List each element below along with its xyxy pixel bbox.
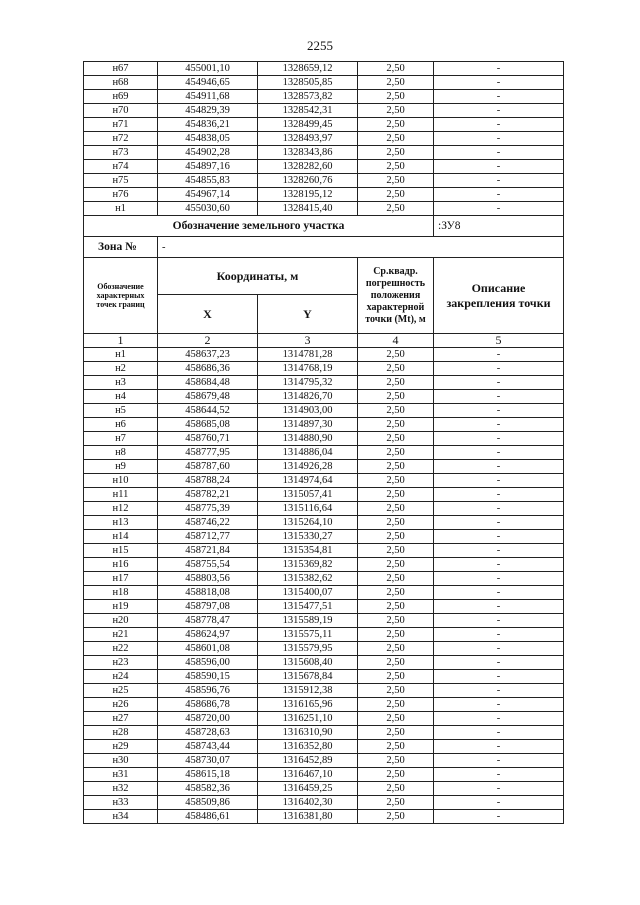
accuracy-cell: 2,50 bbox=[358, 712, 434, 726]
parcel-section bbox=[84, 216, 564, 348]
point-id-cell: н11 bbox=[84, 488, 158, 502]
table-row bbox=[84, 698, 564, 712]
description-cell: - bbox=[434, 174, 564, 188]
x-coordinate-cell: 458818,08 bbox=[158, 586, 258, 600]
point-id-cell: н22 bbox=[84, 642, 158, 656]
description-cell: - bbox=[434, 768, 564, 782]
accuracy-cell: 2,50 bbox=[358, 698, 434, 712]
accuracy-cell: 2,50 bbox=[358, 188, 434, 202]
point-id-cell: н69 bbox=[84, 90, 158, 104]
description-cell: - bbox=[434, 586, 564, 600]
table-row bbox=[84, 684, 564, 698]
header-point-designation: Обозначение характерных точек границ bbox=[84, 258, 158, 334]
x-coordinate-cell: 458720,00 bbox=[158, 712, 258, 726]
x-coordinate-cell: 458637,23 bbox=[158, 348, 258, 362]
x-coordinate-cell: 458721,84 bbox=[158, 544, 258, 558]
x-coordinate-cell: 455001,10 bbox=[158, 62, 258, 76]
x-coordinate-cell: 458596,00 bbox=[158, 656, 258, 670]
y-coordinate-cell: 1315057,41 bbox=[258, 488, 358, 502]
header-x: X bbox=[158, 295, 258, 334]
point-id-cell: н20 bbox=[84, 614, 158, 628]
description-cell: - bbox=[434, 502, 564, 516]
x-coordinate-cell: 458486,61 bbox=[158, 810, 258, 824]
x-coordinate-cell: 458760,71 bbox=[158, 432, 258, 446]
y-coordinate-cell: 1316352,80 bbox=[258, 740, 358, 754]
accuracy-cell: 2,50 bbox=[358, 810, 434, 824]
y-coordinate-cell: 1328505,85 bbox=[258, 76, 358, 90]
header-description: Описание закрепления точки bbox=[434, 258, 564, 334]
table-row bbox=[84, 642, 564, 656]
description-cell: - bbox=[434, 348, 564, 362]
header-number: 3 bbox=[258, 334, 358, 348]
point-id-cell: н28 bbox=[84, 726, 158, 740]
accuracy-cell: 2,50 bbox=[358, 432, 434, 446]
accuracy-cell: 2,50 bbox=[358, 754, 434, 768]
point-id-cell: н26 bbox=[84, 698, 158, 712]
description-cell: - bbox=[434, 544, 564, 558]
description-cell: - bbox=[434, 628, 564, 642]
table-row bbox=[84, 502, 564, 516]
parcel-label: Обозначение земельного участка bbox=[84, 216, 434, 237]
x-coordinate-cell: 454946,65 bbox=[158, 76, 258, 90]
accuracy-cell: 2,50 bbox=[358, 118, 434, 132]
point-id-cell: н17 bbox=[84, 572, 158, 586]
table-row bbox=[84, 558, 564, 572]
x-coordinate-cell: 458778,47 bbox=[158, 614, 258, 628]
page-number: 2255 bbox=[307, 38, 333, 53]
y-coordinate-cell: 1315608,40 bbox=[258, 656, 358, 670]
point-id-cell: н72 bbox=[84, 132, 158, 146]
accuracy-cell: 2,50 bbox=[358, 418, 434, 432]
x-coordinate-cell: 454855,83 bbox=[158, 174, 258, 188]
accuracy-cell: 2,50 bbox=[358, 390, 434, 404]
point-id-cell: н6 bbox=[84, 418, 158, 432]
description-cell: - bbox=[434, 146, 564, 160]
x-coordinate-cell: 454829,39 bbox=[158, 104, 258, 118]
x-coordinate-cell: 458686,78 bbox=[158, 698, 258, 712]
accuracy-cell: 2,50 bbox=[358, 726, 434, 740]
description-cell: - bbox=[434, 460, 564, 474]
point-id-cell: н16 bbox=[84, 558, 158, 572]
table-row bbox=[84, 376, 564, 390]
accuracy-cell: 2,50 bbox=[358, 174, 434, 188]
point-id-cell: н32 bbox=[84, 782, 158, 796]
point-id-cell: н1 bbox=[84, 202, 158, 216]
accuracy-cell: 2,50 bbox=[358, 362, 434, 376]
y-coordinate-cell: 1328195,12 bbox=[258, 188, 358, 202]
description-cell: - bbox=[434, 404, 564, 418]
description-cell: - bbox=[434, 726, 564, 740]
x-coordinate-cell: 454897,16 bbox=[158, 160, 258, 174]
accuracy-cell: 2,50 bbox=[358, 600, 434, 614]
y-coordinate-cell: 1328415,40 bbox=[258, 202, 358, 216]
x-coordinate-cell: 458782,21 bbox=[158, 488, 258, 502]
accuracy-cell: 2,50 bbox=[358, 516, 434, 530]
description-cell: - bbox=[434, 132, 564, 146]
description-cell: - bbox=[434, 558, 564, 572]
description-cell: - bbox=[434, 432, 564, 446]
x-coordinate-cell: 458746,22 bbox=[158, 516, 258, 530]
point-id-cell: н74 bbox=[84, 160, 158, 174]
point-id-cell: н30 bbox=[84, 754, 158, 768]
table-row bbox=[84, 188, 564, 202]
table-row bbox=[84, 614, 564, 628]
y-coordinate-cell: 1316310,90 bbox=[258, 726, 358, 740]
accuracy-cell: 2,50 bbox=[358, 684, 434, 698]
table-row bbox=[84, 656, 564, 670]
x-coordinate-cell: 458777,95 bbox=[158, 446, 258, 460]
y-coordinate-cell: 1328260,76 bbox=[258, 174, 358, 188]
y-coordinate-cell: 1328282,60 bbox=[258, 160, 358, 174]
description-cell: - bbox=[434, 376, 564, 390]
table-row bbox=[84, 544, 564, 558]
description-cell: - bbox=[434, 796, 564, 810]
header-y: Y bbox=[258, 295, 358, 334]
accuracy-cell: 2,50 bbox=[358, 460, 434, 474]
point-id-cell: н73 bbox=[84, 146, 158, 160]
point-id-cell: н75 bbox=[84, 174, 158, 188]
x-coordinate-cell: 454911,68 bbox=[158, 90, 258, 104]
point-id-cell: н4 bbox=[84, 390, 158, 404]
y-coordinate-cell: 1316402,30 bbox=[258, 796, 358, 810]
x-coordinate-cell: 458624,97 bbox=[158, 628, 258, 642]
y-coordinate-cell: 1314903,00 bbox=[258, 404, 358, 418]
y-coordinate-cell: 1315354,81 bbox=[258, 544, 358, 558]
point-id-cell: н3 bbox=[84, 376, 158, 390]
table-row bbox=[84, 782, 564, 796]
zone-label: Зона № bbox=[84, 237, 158, 258]
y-coordinate-cell: 1314826,70 bbox=[258, 390, 358, 404]
point-id-cell: н23 bbox=[84, 656, 158, 670]
description-cell: - bbox=[434, 530, 564, 544]
x-coordinate-cell: 458601,08 bbox=[158, 642, 258, 656]
accuracy-cell: 2,50 bbox=[358, 160, 434, 174]
zone-row bbox=[84, 237, 564, 258]
x-coordinate-cell: 458803,56 bbox=[158, 572, 258, 586]
table-row bbox=[84, 768, 564, 782]
x-coordinate-cell: 458615,18 bbox=[158, 768, 258, 782]
table-row bbox=[84, 404, 564, 418]
point-id-cell: н21 bbox=[84, 628, 158, 642]
description-cell: - bbox=[434, 698, 564, 712]
header-number: 5 bbox=[434, 334, 564, 348]
description-cell: - bbox=[434, 516, 564, 530]
accuracy-cell: 2,50 bbox=[358, 628, 434, 642]
description-cell: - bbox=[434, 754, 564, 768]
table-row bbox=[84, 118, 564, 132]
description-cell: - bbox=[434, 614, 564, 628]
point-id-cell: н19 bbox=[84, 600, 158, 614]
y-coordinate-cell: 1328493,97 bbox=[258, 132, 358, 146]
table-row bbox=[84, 362, 564, 376]
x-coordinate-cell: 458728,63 bbox=[158, 726, 258, 740]
x-coordinate-cell: 458509,86 bbox=[158, 796, 258, 810]
point-id-cell: н5 bbox=[84, 404, 158, 418]
description-cell: - bbox=[434, 90, 564, 104]
x-coordinate-cell: 458712,77 bbox=[158, 530, 258, 544]
table-row bbox=[84, 726, 564, 740]
accuracy-cell: 2,50 bbox=[358, 782, 434, 796]
point-id-cell: н12 bbox=[84, 502, 158, 516]
table-row bbox=[84, 460, 564, 474]
table-row bbox=[84, 670, 564, 684]
accuracy-cell: 2,50 bbox=[358, 202, 434, 216]
table-row bbox=[84, 600, 564, 614]
table-row bbox=[84, 62, 564, 76]
x-coordinate-cell: 454836,21 bbox=[158, 118, 258, 132]
accuracy-cell: 2,50 bbox=[358, 502, 434, 516]
accuracy-cell: 2,50 bbox=[358, 586, 434, 600]
y-coordinate-cell: 1314897,30 bbox=[258, 418, 358, 432]
x-coordinate-cell: 454902,28 bbox=[158, 146, 258, 160]
x-coordinate-cell: 458788,24 bbox=[158, 474, 258, 488]
y-coordinate-cell: 1314974,64 bbox=[258, 474, 358, 488]
y-coordinate-cell: 1315369,82 bbox=[258, 558, 358, 572]
table-row bbox=[84, 796, 564, 810]
table-row bbox=[84, 572, 564, 586]
y-coordinate-cell: 1315264,10 bbox=[258, 516, 358, 530]
point-id-cell: н9 bbox=[84, 460, 158, 474]
y-coordinate-cell: 1315678,84 bbox=[258, 670, 358, 684]
description-cell: - bbox=[434, 446, 564, 460]
parcel-value: :ЗУ8 bbox=[434, 216, 564, 237]
point-id-cell: н14 bbox=[84, 530, 158, 544]
x-coordinate-cell: 458775,39 bbox=[158, 502, 258, 516]
table-row bbox=[84, 348, 564, 362]
point-id-cell: н1 bbox=[84, 348, 158, 362]
table-row bbox=[84, 202, 564, 216]
accuracy-cell: 2,50 bbox=[358, 656, 434, 670]
header-numbers-row bbox=[84, 334, 564, 348]
x-coordinate-cell: 454838,05 bbox=[158, 132, 258, 146]
point-id-cell: н34 bbox=[84, 810, 158, 824]
x-coordinate-cell: 458755,54 bbox=[158, 558, 258, 572]
point-id-cell: н67 bbox=[84, 62, 158, 76]
point-id-cell: н76 bbox=[84, 188, 158, 202]
y-coordinate-cell: 1314926,28 bbox=[258, 460, 358, 474]
table-row bbox=[84, 488, 564, 502]
table-row bbox=[84, 628, 564, 642]
description-cell: - bbox=[434, 712, 564, 726]
point-id-cell: н8 bbox=[84, 446, 158, 460]
header-number: 2 bbox=[158, 334, 258, 348]
y-coordinate-cell: 1315400,07 bbox=[258, 586, 358, 600]
table-row bbox=[84, 474, 564, 488]
x-coordinate-cell: 458685,08 bbox=[158, 418, 258, 432]
description-cell: - bbox=[434, 118, 564, 132]
y-coordinate-cell: 1328542,31 bbox=[258, 104, 358, 118]
table-row bbox=[84, 76, 564, 90]
y-coordinate-cell: 1328573,82 bbox=[258, 90, 358, 104]
description-cell: - bbox=[434, 670, 564, 684]
description-cell: - bbox=[434, 362, 564, 376]
y-coordinate-cell: 1316381,80 bbox=[258, 810, 358, 824]
table-row bbox=[84, 146, 564, 160]
point-id-cell: н27 bbox=[84, 712, 158, 726]
zone-value: - bbox=[158, 237, 564, 258]
point-id-cell: н13 bbox=[84, 516, 158, 530]
accuracy-cell: 2,50 bbox=[358, 642, 434, 656]
y-coordinate-cell: 1315116,64 bbox=[258, 502, 358, 516]
x-coordinate-cell: 458596,76 bbox=[158, 684, 258, 698]
x-coordinate-cell: 458730,07 bbox=[158, 754, 258, 768]
point-id-cell: н10 bbox=[84, 474, 158, 488]
y-coordinate-cell: 1316459,25 bbox=[258, 782, 358, 796]
y-coordinate-cell: 1314795,32 bbox=[258, 376, 358, 390]
description-cell: - bbox=[434, 782, 564, 796]
accuracy-cell: 2,50 bbox=[358, 62, 434, 76]
coordinates-table bbox=[83, 61, 564, 824]
x-coordinate-cell: 458684,48 bbox=[158, 376, 258, 390]
y-coordinate-cell: 1316452,89 bbox=[258, 754, 358, 768]
accuracy-cell: 2,50 bbox=[358, 558, 434, 572]
accuracy-cell: 2,50 bbox=[358, 670, 434, 684]
accuracy-cell: 2,50 bbox=[358, 104, 434, 118]
point-id-cell: н7 bbox=[84, 432, 158, 446]
point-id-cell: н15 bbox=[84, 544, 158, 558]
parcel-row bbox=[84, 216, 564, 237]
y-coordinate-cell: 1315330,27 bbox=[258, 530, 358, 544]
accuracy-cell: 2,50 bbox=[358, 488, 434, 502]
point-id-cell: н68 bbox=[84, 76, 158, 90]
y-coordinate-cell: 1328659,12 bbox=[258, 62, 358, 76]
y-coordinate-cell: 1314886,04 bbox=[258, 446, 358, 460]
y-coordinate-cell: 1314781,28 bbox=[258, 348, 358, 362]
y-coordinate-cell: 1315575,11 bbox=[258, 628, 358, 642]
point-id-cell: н29 bbox=[84, 740, 158, 754]
accuracy-cell: 2,50 bbox=[358, 446, 434, 460]
table-row bbox=[84, 90, 564, 104]
description-cell: - bbox=[434, 656, 564, 670]
x-coordinate-cell: 454967,14 bbox=[158, 188, 258, 202]
accuracy-cell: 2,50 bbox=[358, 132, 434, 146]
x-coordinate-cell: 458590,15 bbox=[158, 670, 258, 684]
point-id-cell: н25 bbox=[84, 684, 158, 698]
description-cell: - bbox=[434, 642, 564, 656]
description-cell: - bbox=[434, 740, 564, 754]
accuracy-cell: 2,50 bbox=[358, 76, 434, 90]
x-coordinate-cell: 458686,36 bbox=[158, 362, 258, 376]
x-coordinate-cell: 458743,44 bbox=[158, 740, 258, 754]
table-row bbox=[84, 740, 564, 754]
description-cell: - bbox=[434, 572, 564, 586]
table-row bbox=[84, 174, 564, 188]
point-id-cell: н31 bbox=[84, 768, 158, 782]
table-row bbox=[84, 530, 564, 544]
header-row-1 bbox=[84, 258, 564, 295]
y-coordinate-cell: 1328499,45 bbox=[258, 118, 358, 132]
y-coordinate-cell: 1315589,19 bbox=[258, 614, 358, 628]
accuracy-cell: 2,50 bbox=[358, 768, 434, 782]
table-row bbox=[84, 446, 564, 460]
accuracy-cell: 2,50 bbox=[358, 404, 434, 418]
table-row bbox=[84, 586, 564, 600]
x-coordinate-cell: 458787,60 bbox=[158, 460, 258, 474]
table-row bbox=[84, 712, 564, 726]
header-accuracy: Ср.квадр. погрешность положения характерной точки (Мt), м bbox=[358, 258, 434, 334]
accuracy-cell: 2,50 bbox=[358, 376, 434, 390]
description-cell: - bbox=[434, 62, 564, 76]
table-row bbox=[84, 810, 564, 824]
y-coordinate-cell: 1315579,95 bbox=[258, 642, 358, 656]
accuracy-cell: 2,50 bbox=[358, 796, 434, 810]
x-coordinate-cell: 458797,08 bbox=[158, 600, 258, 614]
main-rows bbox=[84, 348, 564, 824]
header-coordinates: Координаты, м bbox=[158, 258, 358, 295]
accuracy-cell: 2,50 bbox=[358, 90, 434, 104]
y-coordinate-cell: 1314880,90 bbox=[258, 432, 358, 446]
description-cell: - bbox=[434, 188, 564, 202]
description-cell: - bbox=[434, 600, 564, 614]
point-id-cell: н33 bbox=[84, 796, 158, 810]
table-row bbox=[84, 516, 564, 530]
point-id-cell: н2 bbox=[84, 362, 158, 376]
table-row bbox=[84, 418, 564, 432]
description-cell: - bbox=[434, 474, 564, 488]
x-coordinate-cell: 458644,52 bbox=[158, 404, 258, 418]
accuracy-cell: 2,50 bbox=[358, 572, 434, 586]
description-cell: - bbox=[434, 418, 564, 432]
description-cell: - bbox=[434, 202, 564, 216]
y-coordinate-cell: 1315382,62 bbox=[258, 572, 358, 586]
accuracy-cell: 2,50 bbox=[358, 530, 434, 544]
y-coordinate-cell: 1316467,10 bbox=[258, 768, 358, 782]
accuracy-cell: 2,50 bbox=[358, 146, 434, 160]
x-coordinate-cell: 455030,60 bbox=[158, 202, 258, 216]
description-cell: - bbox=[434, 488, 564, 502]
table-row bbox=[84, 754, 564, 768]
description-cell: - bbox=[434, 390, 564, 404]
y-coordinate-cell: 1315912,38 bbox=[258, 684, 358, 698]
description-cell: - bbox=[434, 104, 564, 118]
x-coordinate-cell: 458582,36 bbox=[158, 782, 258, 796]
accuracy-cell: 2,50 bbox=[358, 614, 434, 628]
table-row bbox=[84, 132, 564, 146]
y-coordinate-cell: 1316251,10 bbox=[258, 712, 358, 726]
accuracy-cell: 2,50 bbox=[358, 740, 434, 754]
point-id-cell: н18 bbox=[84, 586, 158, 600]
table-row bbox=[84, 104, 564, 118]
header-number: 1 bbox=[84, 334, 158, 348]
x-coordinate-cell: 458679,48 bbox=[158, 390, 258, 404]
y-coordinate-cell: 1314768,19 bbox=[258, 362, 358, 376]
accuracy-cell: 2,50 bbox=[358, 348, 434, 362]
description-cell: - bbox=[434, 160, 564, 174]
table-row bbox=[84, 432, 564, 446]
y-coordinate-cell: 1316165,96 bbox=[258, 698, 358, 712]
y-coordinate-cell: 1328343,86 bbox=[258, 146, 358, 160]
point-id-cell: н71 bbox=[84, 118, 158, 132]
top-rows bbox=[84, 62, 564, 216]
description-cell: - bbox=[434, 76, 564, 90]
accuracy-cell: 2,50 bbox=[358, 544, 434, 558]
description-cell: - bbox=[434, 810, 564, 824]
point-id-cell: н24 bbox=[84, 670, 158, 684]
description-cell: - bbox=[434, 684, 564, 698]
point-id-cell: н70 bbox=[84, 104, 158, 118]
y-coordinate-cell: 1315477,51 bbox=[258, 600, 358, 614]
header-number: 4 bbox=[358, 334, 434, 348]
accuracy-cell: 2,50 bbox=[358, 474, 434, 488]
table-row bbox=[84, 160, 564, 174]
table-row bbox=[84, 390, 564, 404]
